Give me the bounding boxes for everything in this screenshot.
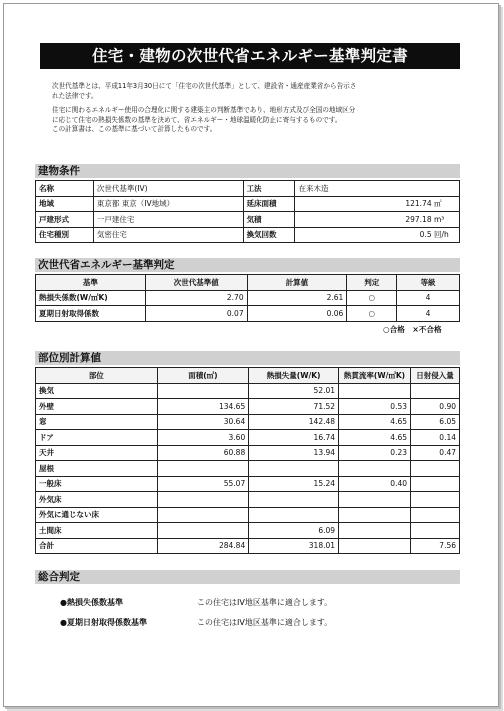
- area-value: 30.64: [157, 414, 249, 430]
- solar-value: [411, 492, 460, 508]
- row-label: 夏期日射取得係数: [36, 306, 146, 322]
- table-row: [36, 414, 460, 430]
- unit-label: m³: [434, 214, 445, 224]
- grade-value: 4: [397, 306, 460, 322]
- document-title: 住宅・建物の次世代省エネルギー基準判定書: [40, 43, 460, 69]
- column-header: 面積(㎡): [157, 368, 249, 384]
- row-label: 熱損失係数(W/㎡K): [36, 290, 146, 306]
- table-row: [36, 430, 460, 446]
- label-cell: 換気回数: [243, 227, 295, 243]
- heat-loss-value: [249, 461, 339, 477]
- u-value: [339, 538, 411, 554]
- table-row: [36, 212, 460, 228]
- table-row: [36, 523, 460, 539]
- building-conditions-table: [35, 180, 460, 243]
- u-value: [339, 507, 411, 523]
- judgment-criterion: ●夏期日射取得係数基準: [60, 618, 147, 627]
- u-value: [339, 383, 411, 399]
- solar-value: [411, 461, 460, 477]
- label-cell: 地域: [36, 196, 94, 212]
- solar-value: [411, 507, 460, 523]
- judgment-mark: ○: [347, 290, 397, 306]
- heat-loss-value: 15.24: [249, 476, 339, 492]
- calculated-value: 2.61: [247, 290, 347, 306]
- part-name: 屋根: [36, 461, 158, 477]
- value-cell: 東京都 東京（IV地域）: [93, 196, 243, 212]
- table-row: [36, 383, 460, 399]
- heat-loss-value: 6.09: [249, 523, 339, 539]
- grade-value: 4: [397, 290, 460, 306]
- column-header: 等級: [397, 275, 460, 291]
- calculated-value: 0.06: [247, 306, 347, 322]
- overall-judgment-item: [60, 617, 332, 628]
- solar-value: 0.90: [411, 399, 460, 415]
- label-cell: 工法: [243, 181, 295, 197]
- solar-value: 7.56: [411, 538, 460, 554]
- intro-line: 住宅に関わるエネルギー使用の合理化に関する建築主の判断基準であり、地形方式及び全国の地域区分: [52, 106, 356, 115]
- area-value: 60.88: [157, 445, 249, 461]
- solar-value: 0.47: [411, 445, 460, 461]
- parts-calculation-table: [35, 367, 460, 554]
- section-heading-parts: 部位別計算値: [35, 351, 460, 365]
- solar-value: 6.05: [411, 414, 460, 430]
- area-value: [157, 507, 249, 523]
- column-header: 熱貫流率(W/㎡K): [339, 368, 411, 384]
- table-row: [36, 196, 460, 212]
- solar-value: [411, 476, 460, 492]
- label-cell: 延床面積: [243, 196, 295, 212]
- value-cell: [295, 196, 460, 212]
- u-value: 0.53: [339, 399, 411, 415]
- judgment-result: この住宅はIV地区基準に適合します。: [197, 618, 333, 627]
- part-name: 外気床: [36, 492, 158, 508]
- value-number: 0.5: [419, 230, 432, 240]
- value-cell: 次世代基準(IV): [93, 181, 243, 197]
- heat-loss-value: 52.01: [249, 383, 339, 399]
- table-row: [36, 476, 460, 492]
- solar-value: [411, 383, 460, 399]
- unit-label: ㎡: [434, 199, 442, 209]
- label-cell: 戸建形式: [36, 212, 94, 228]
- column-header: 次世代基準値: [145, 275, 247, 291]
- label-cell: 住宅種別: [36, 227, 94, 243]
- heat-loss-value: 142.48: [249, 414, 339, 430]
- column-header: 判定: [347, 275, 397, 291]
- column-header: 日射侵入量: [411, 368, 460, 384]
- part-name: 外気に通じない床: [36, 507, 158, 523]
- unit-label: 回/h: [434, 230, 449, 240]
- area-value: [157, 461, 249, 477]
- table-row: [36, 290, 460, 306]
- intro-line: れた法律です。: [52, 91, 98, 100]
- judgment-legend: ○合格 ×不合格: [383, 325, 442, 334]
- standard-value: 2.70: [145, 290, 247, 306]
- area-value: 134.65: [157, 399, 249, 415]
- judgment-mark: ○: [347, 306, 397, 322]
- area-value: [157, 492, 249, 508]
- table-row: [36, 181, 460, 197]
- u-value: [339, 492, 411, 508]
- part-name: 一般床: [36, 476, 158, 492]
- section-heading-standard: 次世代省エネルギー基準判定: [35, 258, 460, 272]
- solar-value: [411, 523, 460, 539]
- value-cell: 気密住宅: [93, 227, 243, 243]
- heat-loss-value: 16.74: [249, 430, 339, 446]
- intro-text: [52, 82, 452, 135]
- column-header: 部位: [36, 368, 158, 384]
- part-name: 外壁: [36, 399, 158, 415]
- intro-line: に応じて住宅の熱損失係数の基準を決めて、省エネルギー・地球温暖化防止に寄与するものです。: [52, 115, 342, 124]
- section-heading-overall: 総合判定: [35, 570, 460, 584]
- value-cell: [295, 212, 460, 228]
- overall-judgment-item: [60, 597, 332, 608]
- label-cell: 名称: [36, 181, 94, 197]
- value-cell: 一戸建住宅: [93, 212, 243, 228]
- judgment-criterion: ●熱損失係数基準: [60, 598, 123, 607]
- label-cell: 気積: [243, 212, 295, 228]
- table-header-row: [36, 368, 460, 384]
- table-row: [36, 492, 460, 508]
- column-header: 計算値: [247, 275, 347, 291]
- value-number: 121.74: [405, 199, 432, 209]
- u-value: [339, 523, 411, 539]
- area-value: [157, 383, 249, 399]
- u-value: 4.65: [339, 414, 411, 430]
- judgment-result: この住宅はIV地区基準に適合します。: [197, 598, 333, 607]
- u-value: 0.23: [339, 445, 411, 461]
- u-value: 4.65: [339, 430, 411, 446]
- heat-loss-value: [249, 492, 339, 508]
- heat-loss-value: 318.01: [249, 538, 339, 554]
- standard-judgment-table: [35, 274, 460, 322]
- table-row: [36, 227, 460, 243]
- table-row: [36, 507, 460, 523]
- part-name: 換気: [36, 383, 158, 399]
- table-total-row: [36, 538, 460, 554]
- standard-value: 0.07: [145, 306, 247, 322]
- heat-loss-value: [249, 507, 339, 523]
- area-value: 284.84: [157, 538, 249, 554]
- table-row: [36, 306, 460, 322]
- column-header: 基準: [36, 275, 146, 291]
- u-value: 0.40: [339, 476, 411, 492]
- area-value: 55.07: [157, 476, 249, 492]
- area-value: 3.60: [157, 430, 249, 446]
- heat-loss-value: 13.94: [249, 445, 339, 461]
- part-name: 天井: [36, 445, 158, 461]
- intro-line: この計算書は、この基準に基づいて計算したものです。: [52, 125, 217, 134]
- part-name: 土間床: [36, 523, 158, 539]
- value-number: 297.18: [405, 214, 432, 224]
- part-name: 窓: [36, 414, 158, 430]
- intro-line: 次世代基準とは、平成11年3月30日にて「住宅の次世代基準」として、建設省・通産産業省から告示さ: [52, 82, 357, 90]
- part-name: 合計: [36, 538, 158, 554]
- value-cell: 在来木造: [295, 181, 460, 197]
- table-row: [36, 399, 460, 415]
- area-value: [157, 523, 249, 539]
- section-heading-building: 建物条件: [35, 164, 460, 178]
- table-header-row: [36, 275, 460, 291]
- table-row: [36, 445, 460, 461]
- table-row: [36, 461, 460, 477]
- value-cell: [295, 227, 460, 243]
- part-name: ドア: [36, 430, 158, 446]
- solar-value: 0.14: [411, 430, 460, 446]
- column-header: 熱損失量(W/K): [249, 368, 339, 384]
- heat-loss-value: 71.52: [249, 399, 339, 415]
- u-value: [339, 461, 411, 477]
